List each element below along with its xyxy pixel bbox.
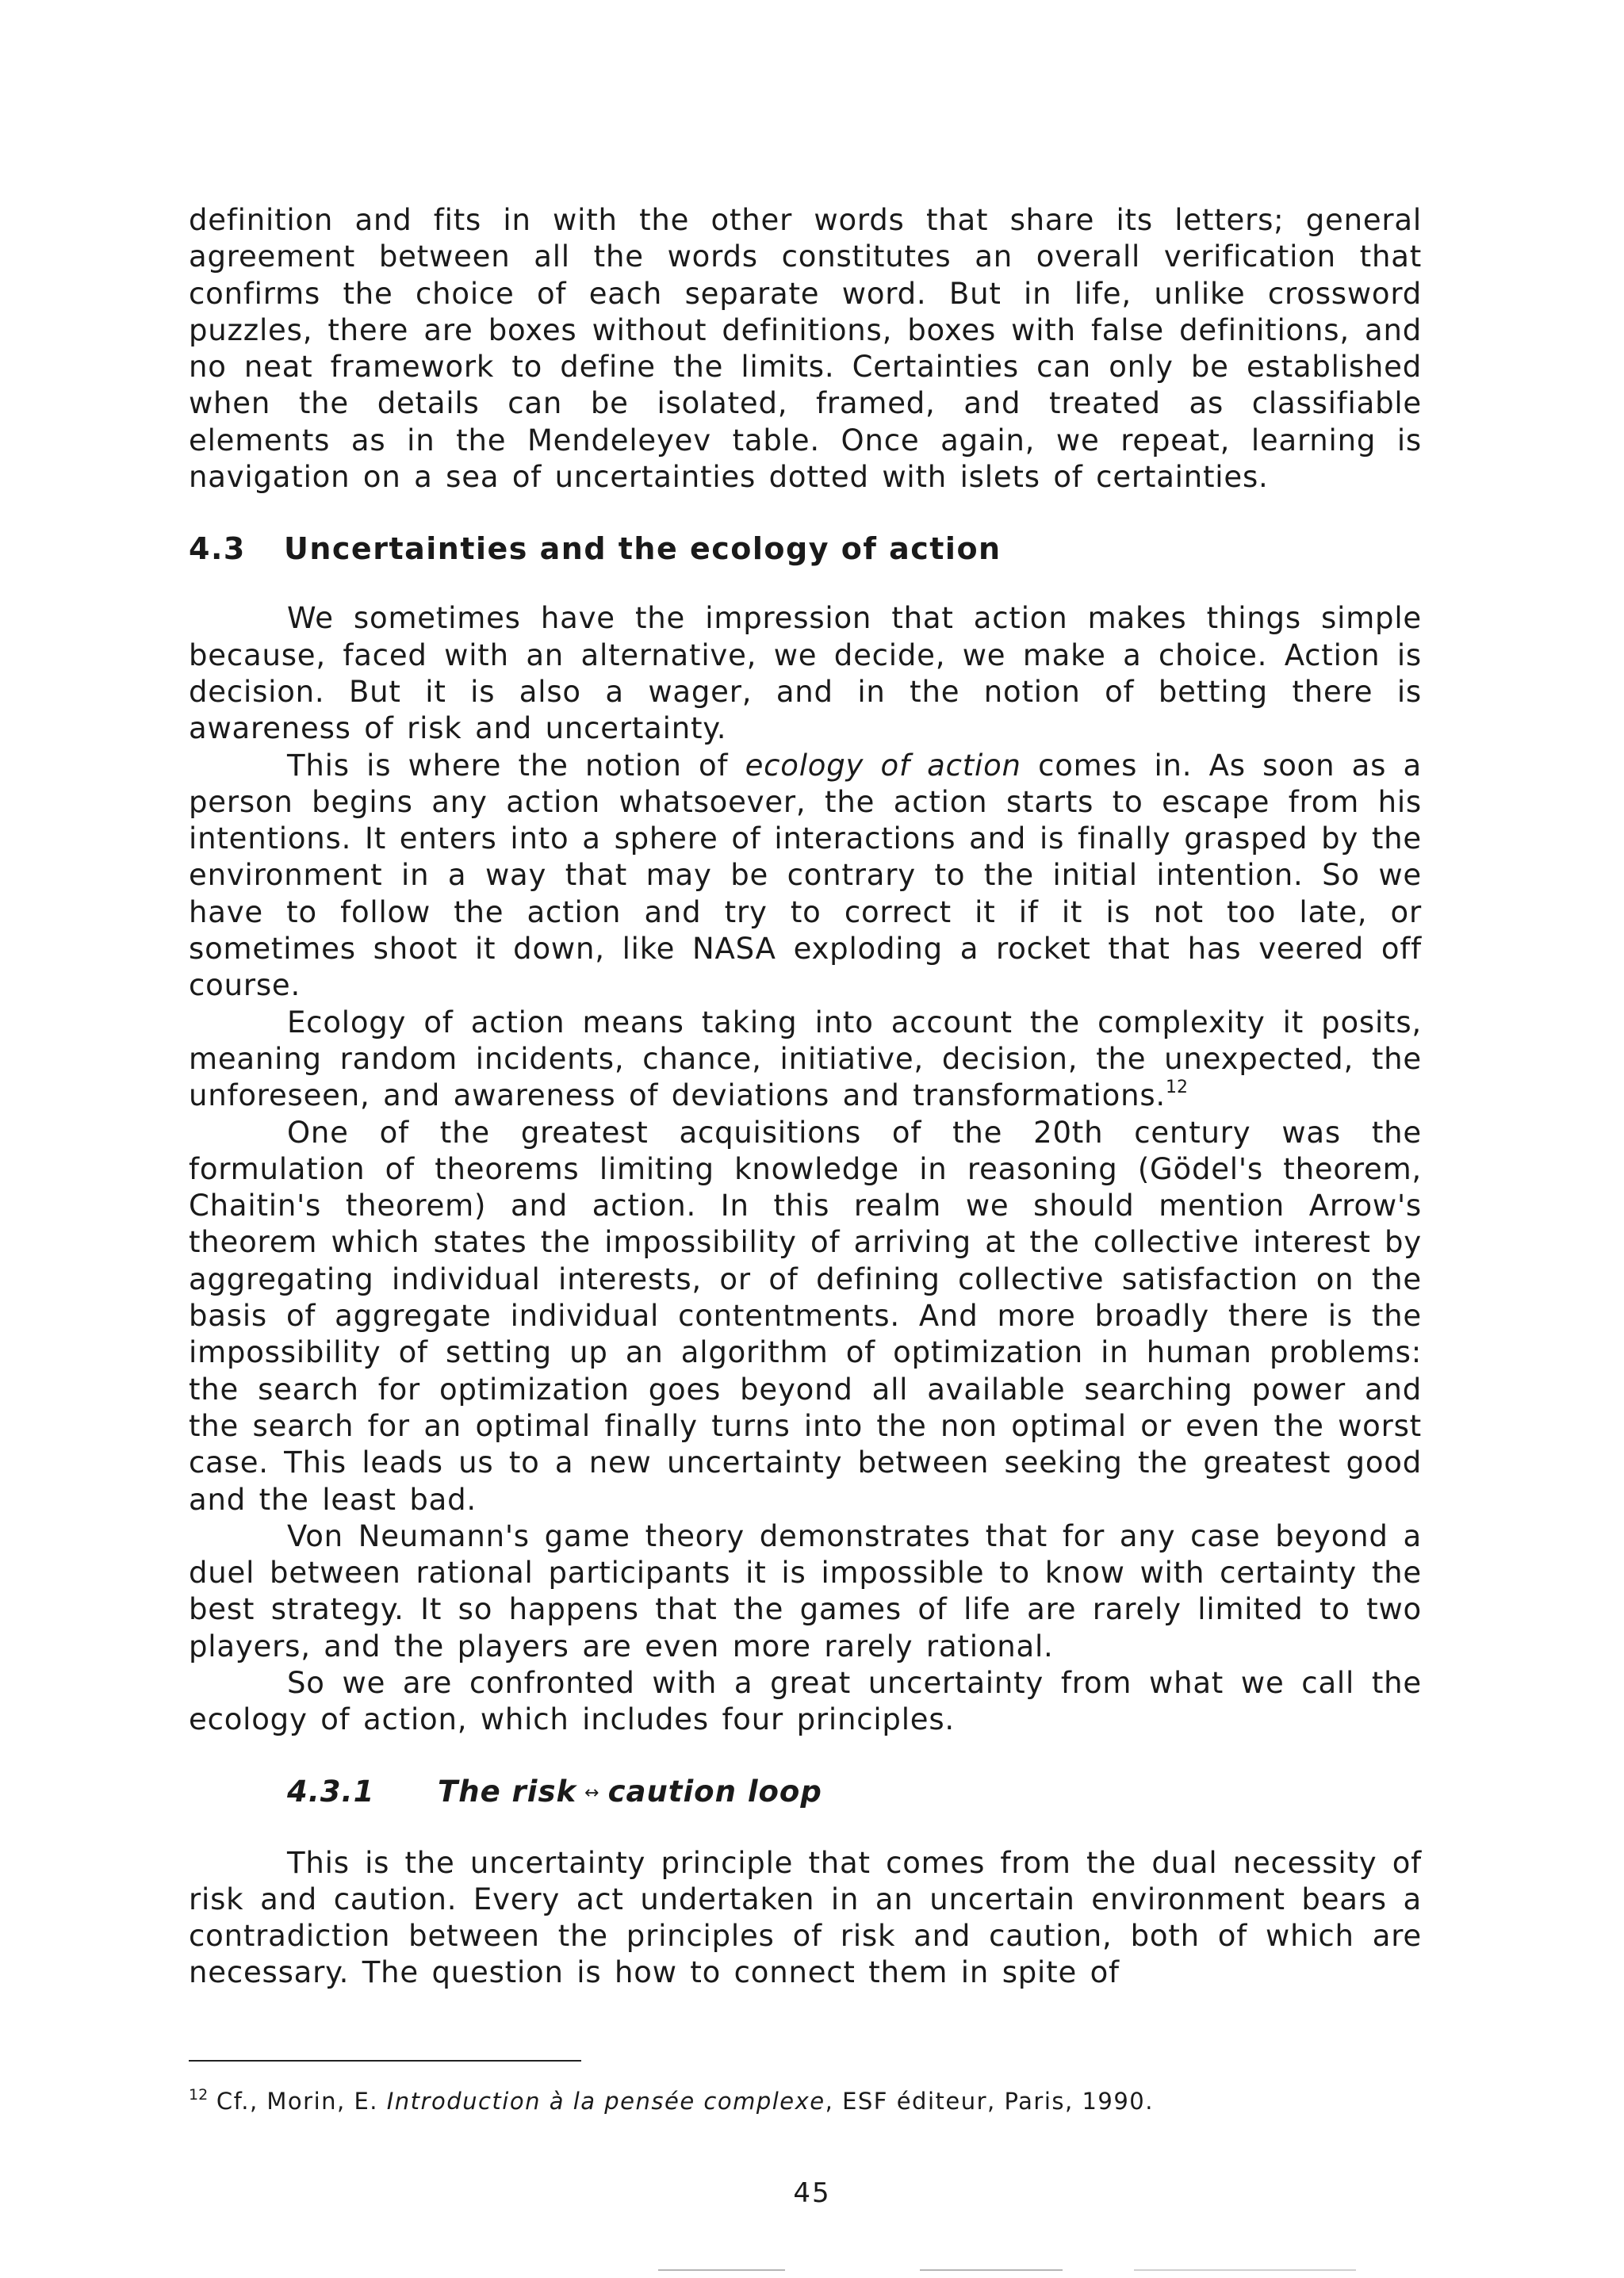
body-paragraph: [189, 1005, 1422, 1115]
footnote-number: 12: [189, 2086, 209, 2104]
footnote-divider: [189, 2060, 581, 2062]
page-number: 45: [793, 2177, 831, 2209]
subsection-heading: [287, 1774, 1422, 1812]
emphasis-term: ecology of action: [745, 748, 1021, 783]
intro-paragraph: definition and fits in with the other words that share its letters; general agreement between all the words constitutes an overall verification that confirms the choice of each separate word. But in life, unlike crossword puzzles, there are boxes without definitions, boxes with false definitions, and no neat framework to define the limits. Certainties can only be established when the details can be isolated, framed, and treated as classifiable elements as in the Mendeleyev table. Once again, we repeat, learning is navigation on a sea of uncertainties dotted with islets of certainties.: [189, 203, 1422, 495]
body-paragraph: This is the uncertainty principle that comes from the dual necessity of risk and caution. Every act undertaken in an uncertain environment bears a contradiction between the principles of risk and caution, both of which are necessary. The question is how to connect them in spite of: [189, 1845, 1422, 1990]
body-paragraph: So we are confronted with a great uncertainty from what we call the ecology of action, which includes four principles.: [189, 1665, 1422, 1737]
subsection-title-part1: The risk: [438, 1774, 577, 1809]
scan-artifact: [658, 2269, 785, 2271]
footnote-reference[interactable]: 12: [1165, 1078, 1188, 1098]
scan-artifact: [920, 2269, 1063, 2271]
body-paragraph: [189, 748, 1422, 1005]
section-heading: [189, 530, 1422, 567]
body-paragraph: Von Neumann's game theory demonstrates that for any case beyond a duel between rational participants it is impossible to know with certainty the best strategy. It so happens that the games of life are rarely limited to two players, and the players are even more rarely rational.: [189, 1518, 1422, 1664]
subsection-title-part2: caution loop: [607, 1774, 822, 1809]
text-run: comes in. As soon as a person begins any action whatsoever, the action starts to escape from his intentions. It enters into a sphere of interactions and is finally grasped by the environment in a way that may be contrary to the initial intention. So we have to follow the action and try to correct it if it is not too late, or sometimes shoot it down, like NASA exploding a rocket that has veered off course.: [189, 748, 1422, 1003]
scan-artifact: [1134, 2269, 1356, 2271]
page-body: [189, 202, 1422, 1992]
footnote-suffix: , ESF éditeur, Paris, 1990.: [825, 2088, 1154, 2115]
footnote: [189, 2087, 1422, 2115]
section-number: 4.3: [189, 531, 246, 567]
footnote-prefix: Cf., Morin, E.: [208, 2088, 387, 2115]
text-run: Ecology of action means taking into account the complexity it posits, meaning random incidents, chance, initiative, decision, the unexpected, the unforeseen, and awareness of deviations and transformations.: [189, 1005, 1422, 1113]
section-title: Uncertainties and the ecology of action: [284, 531, 1002, 567]
footnote-book-title: Introduction à la pensée complexe: [386, 2088, 825, 2115]
text-run: This is where the notion of: [287, 748, 745, 783]
body-paragraph: One of the greatest acquisitions of the 20th century was the formulation of theorems limiting knowledge in reasoning (Gödel's theorem, Chaitin's theorem) and action. In this realm we should mention Arrow's theorem which states the impossibility of arriving at the collective interest by aggregating individual interests, or of defining collective satisfaction on the basis of aggregate individual contentments. And more broadly there is the impossibility of setting up an algorithm of optimization in human problems: the search for optimization goes beyond all available searching power and the search for an optimal finally turns into the non optimal or even the worst case. This leads us to a new uncertainty between seeking the greatest good and the least bad.: [189, 1115, 1422, 1517]
body-paragraph: We sometimes have the impression that action makes things simple because, faced with an alternative, we decide, we make a choice. Action is decision. But it is also a wager, and in the notion of betting there is awareness of risk and uncertainty.: [189, 601, 1422, 746]
bidirectional-arrow-icon: ↔: [584, 1782, 600, 1803]
subsection-number: 4.3.1: [287, 1774, 375, 1809]
